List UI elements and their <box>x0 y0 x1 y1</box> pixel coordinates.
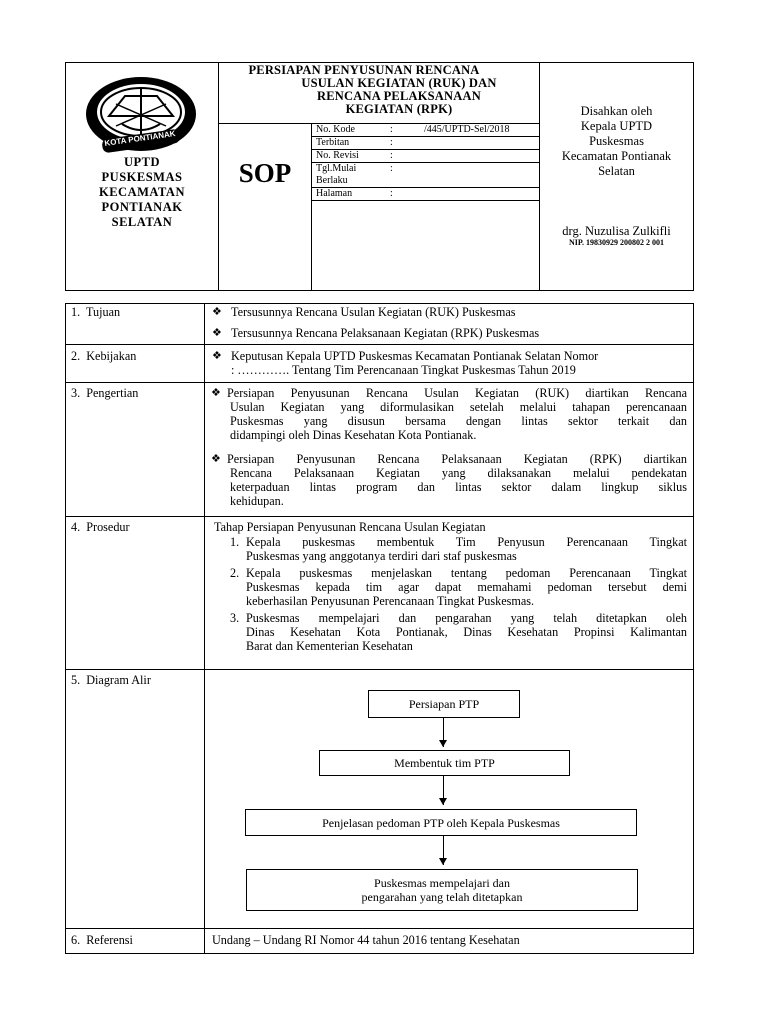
signer-nip: NIP. 19830929 200802 2 001 <box>568 238 665 247</box>
meta-label-halaman: Halaman <box>316 188 353 199</box>
tujuan-item: Tersusunnya Rencana Pelaksanaan Kegiatan (RPK) Puskesmas <box>231 326 540 340</box>
approval-block <box>540 104 693 179</box>
meta-sep: : <box>390 150 393 161</box>
sop-label: SOP <box>238 158 292 188</box>
org-line: SELATAN <box>111 215 173 229</box>
org-line: PONTIANAK <box>101 200 183 214</box>
approval-line: Kepala UPTD <box>580 119 653 133</box>
meta-sep: : <box>390 137 393 148</box>
arrow-down-icon <box>439 858 447 865</box>
title-line: KEGIATAN (RPK) <box>345 102 453 116</box>
text-line: Rencana Pelaksanaan Kegiatan yang dilaksanakan melalui pendekatan <box>230 466 687 480</box>
meta-label-tgl-mulai: Tgl.Mulai <box>316 163 357 174</box>
arrow-down-icon <box>439 740 447 747</box>
label-kebijakan: 2. Kebijakan <box>71 349 137 363</box>
step-number: 1. <box>230 535 240 549</box>
text-line: Puskesmas yang anggotanya terdiri dari staf puskesmas <box>246 549 517 563</box>
pengertian-item-rpk <box>227 452 687 508</box>
step-number: 2. <box>230 566 240 580</box>
title-line: USULAN KEGIATAN (RUK) DAN <box>301 76 497 90</box>
flow-box-penjelasan-pedoman: Penjelasan pedoman PTP oleh Kepala Puskesmas <box>245 809 637 836</box>
text-line: didampingi oleh Dinas Kesehatan Kota Pontianak. <box>230 428 477 442</box>
meta-sep: : <box>390 124 393 135</box>
diamond-bullet-icon: ❖ <box>212 306 222 318</box>
text-line: Puskesmas mempelajari dan pengarahan yang telah ditetapkan oleh <box>246 611 687 625</box>
prosedur-heading: Tahap Persiapan Penyusunan Rencana Usulan Kegiatan <box>214 520 486 534</box>
approval-line: Puskesmas <box>589 134 644 148</box>
meta-sep: : <box>390 163 393 174</box>
prosedur-step <box>246 611 687 653</box>
approval-line: Disahkan oleh <box>580 104 653 118</box>
meta-value-no-kode: /445/UPTD-Sel/2018 <box>424 124 510 135</box>
label-tujuan: 1. Tujuan <box>71 305 121 319</box>
pengertian-item-ruk <box>227 386 687 442</box>
diamond-bullet-icon: ❖ <box>211 387 221 399</box>
flow-box-label: Puskesmas mempelajari dan pengarahan yang telah ditetapkan <box>361 876 523 904</box>
text-line: Usulan Kegiatan yang diformulasikan setelah melalui tahapan perencanaan <box>230 400 687 414</box>
tujuan-item: Tersusunnya Rencana Usulan Kegiatan (RUK) Puskesmas <box>231 305 516 319</box>
diamond-bullet-icon: ❖ <box>212 350 222 362</box>
text-line: Dinas Kesehatan Kota Pontianak, Dinas Kesehatan Propinsi Kalimantan <box>246 625 687 639</box>
flow-box-mempelajari <box>246 869 638 911</box>
text-line: Barat dan Kementerian Kesehatan <box>246 639 413 653</box>
text-line: keberhasilan Penyusunan Perencanaan Tingkat Puskesmas. <box>246 594 535 608</box>
signer-name: drg. Nuzulisa Zulkifli <box>562 224 671 238</box>
document-title <box>219 64 539 116</box>
org-line: UPTD <box>123 155 161 169</box>
org-line: KECAMATAN <box>99 185 185 199</box>
label-referensi: 6. Referensi <box>71 933 133 947</box>
meta-label-no-revisi: No. Revisi <box>316 150 359 161</box>
prosedur-step <box>246 566 687 608</box>
prosedur-step <box>246 535 687 563</box>
meta-label-berlaku: Berlaku <box>316 175 348 186</box>
text-line: Persiapan Penyusunan Rencana Usulan Kegiatan (RUK) diartikan Rencana <box>227 386 687 400</box>
text-line: Kepala puskesmas membentuk Tim Penyusun Perencanaan Tingkat <box>246 535 687 549</box>
approval-line: Kecamatan Pontianak <box>561 149 672 163</box>
text-line: keterpaduan lintas program dan lintas sektor dalam lingkup siklus <box>230 480 687 494</box>
meta-label-no-kode: No. Kode <box>316 124 355 135</box>
label-diagram-alir: 5. Diagram Alir <box>71 673 151 687</box>
title-line: PERSIAPAN PENYUSUNAN RENCANA <box>248 63 480 77</box>
text-line: Persiapan Penyusunan Rencana Pelaksanaan Kegiatan (RPK) diartikan <box>227 452 687 466</box>
text-line: Puskesmas yang disusun bersama dengan lintas sektor terkait dan <box>230 414 687 428</box>
title-line: RENCANA PELAKSANAAN <box>317 89 481 103</box>
text-line: kehidupan. <box>230 494 284 508</box>
meta-sep: : <box>390 188 393 199</box>
text-line: Puskesmas kepada tim agar dapat memahami pedoman tersebut demi <box>246 580 687 594</box>
organization-name <box>66 155 218 230</box>
flow-box-persiapan-ptp: Persiapan PTP <box>368 690 520 718</box>
diamond-bullet-icon: ❖ <box>212 327 222 339</box>
org-line: PUSKESMAS <box>101 170 183 184</box>
kebijakan-line: Keputusan Kepala UPTD Puskesmas Kecamatan Pontianak Selatan Nomor <box>231 349 599 363</box>
step-number: 3. <box>230 611 240 625</box>
flow-box-membentuk-tim: Membentuk tim PTP <box>319 750 570 776</box>
text-line: Kepala puskesmas menjelaskan tentang pedoman Perencanaan Tingkat <box>246 566 687 580</box>
approval-line: Selatan <box>598 164 635 178</box>
arrow-down-icon <box>439 798 447 805</box>
meta-label-terbitan: Terbitan <box>316 137 350 148</box>
label-prosedur: 4. Prosedur <box>71 520 130 534</box>
referensi-text: Undang – Undang RI Nomor 44 tahun 2016 tentang Kesehatan <box>212 933 520 947</box>
diamond-bullet-icon: ❖ <box>211 453 221 465</box>
label-pengertian: 3. Pengertian <box>71 386 139 400</box>
kebijakan-line: : …………. Tentang Tim Perencanaan Tingkat Puskesmas Tahun 2019 <box>231 363 576 377</box>
logo-text: KOTA PONTIANAK <box>103 129 177 148</box>
